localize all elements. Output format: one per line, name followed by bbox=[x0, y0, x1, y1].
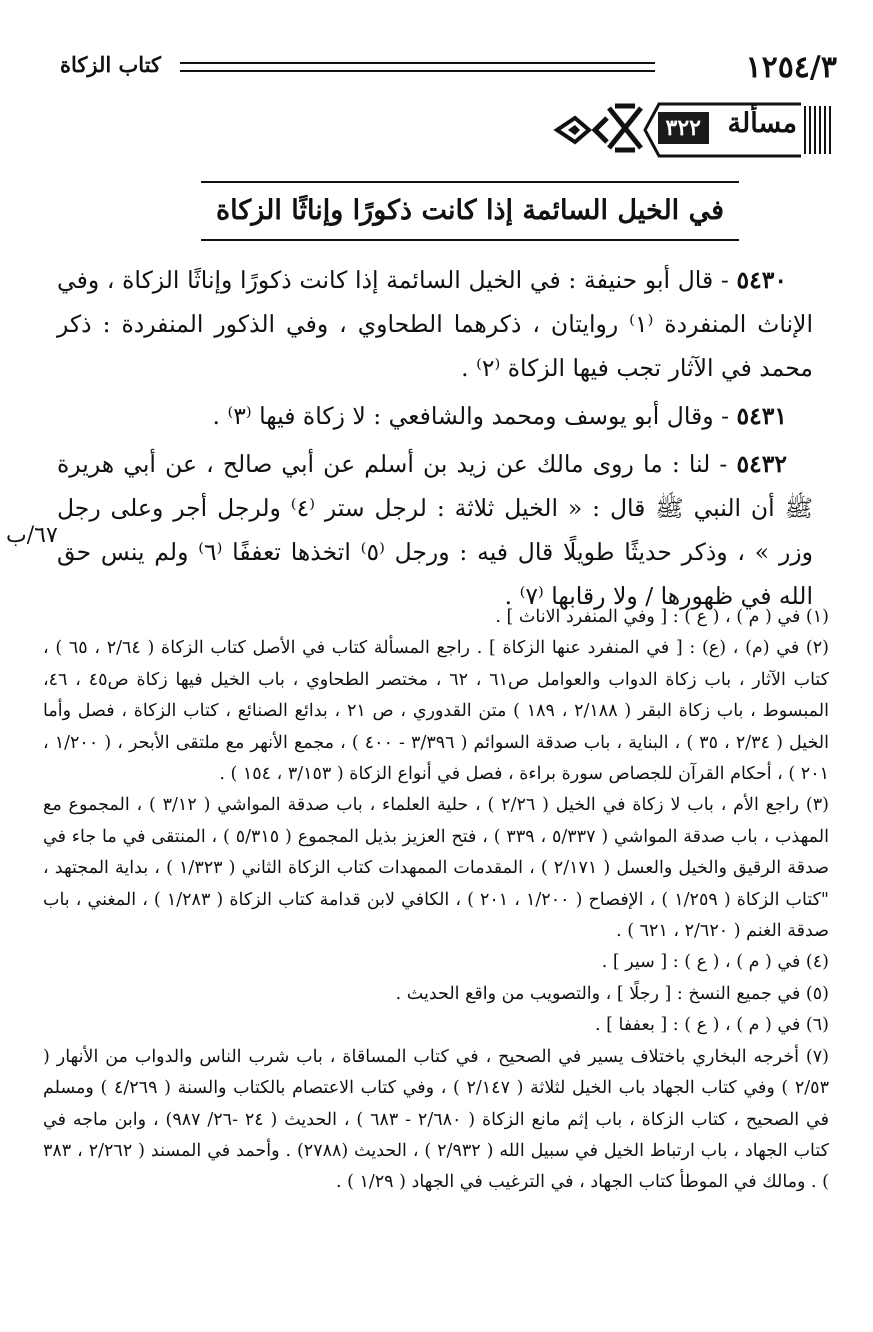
footnote: (٥) في جميع النسخ : [ رجلًا ] ، والتصويب من واقع الحديث . bbox=[395, 983, 829, 1004]
paragraph-number: ٥٤٣٠ bbox=[736, 266, 787, 294]
paragraph bbox=[57, 258, 813, 390]
paragraph bbox=[57, 394, 813, 438]
footnotes bbox=[43, 602, 829, 1199]
masala-label: مسألة bbox=[727, 108, 797, 139]
footnote: (١) في ( م ) ، ( ع ) : [ وفي المنفرد الاناث ] . bbox=[495, 607, 829, 627]
paragraph-text: - وقال أبو يوسف ومحمد والشافعي : لا زكاة فيها ⁽٣⁾ . bbox=[212, 402, 737, 430]
masala-banner bbox=[549, 98, 839, 162]
page-number: ١٢٥٤/٣ bbox=[745, 50, 837, 85]
footnote: (٢) في (م) ، (ع) : [ في المنفرد عنها الزكاة ] . راجع المسألة كتاب في الأصل كتاب الزكاة ( ٢/٦٤ ، ٦٥ ) ، كتاب الآثار ، باب زكاة الدواب والعوامل ص٦١ ، ٦٢ ، مختصر الطحاوي ، باب الخيل فيها زكاة ص٤٥ ، ٤٦، المبسوط ، باب زكاة البقر ( ٢/١٨٨ ، ١٨٩ ) متن القدوري ، ص ٢١ ، بدائع الصنائع ، كتاب الزكاة ، فصل وأما الخيل ( ٢/٣٤ ، ٣٥ ) ، البناية ، باب صدقة السوائم ( ٣/٣٩٦ - ٤٠٠ ) ، مجمع الأنهر مع ملتقى الأبحر ، ( ١/٢٠٠ ، ٢٠١ ) ، أحكام القرآن للجصاص سورة براءة ، فصل في أنواع الزكاة ( ٣/١٥٣ ، ١٥٤ ) . bbox=[43, 638, 830, 785]
paragraph-number: ٥٤٣٢ bbox=[736, 450, 787, 478]
chapter-title-box bbox=[201, 181, 739, 241]
footnote: (٦) في ( م ) ، ( ع ) : [ بعففا ] . bbox=[594, 1015, 829, 1036]
running-header bbox=[60, 44, 837, 84]
header-double-rule bbox=[180, 62, 655, 72]
footnote: (٤) في ( م ) ، ( ع ) : [ سير ] . bbox=[601, 952, 829, 973]
chapter-title: في الخيل السائمة إذا كانت ذكورًا وإناثًا الزكاة bbox=[216, 195, 724, 226]
paragraph-text: - قال أبو حنيفة : في الخيل السائمة إذا كانت ذكورًا وإناثًا الزكاة ، وفي الإناث المنفردة ⁽١⁾ روايتان ، ذكرهما الطحاوي ، وفي الذكور المنفردة : ذكر محمد في الآثار تجب فيها الزكاة ⁽٢⁾ . bbox=[57, 266, 813, 382]
paragraph-number: ٥٤٣١ bbox=[736, 402, 787, 430]
paragraph bbox=[57, 442, 813, 618]
masala-number-badge: ٣٢٢ bbox=[658, 112, 709, 144]
footnote: (٧) أخرجه البخاري باختلاف يسير في الصحيح ، في كتاب المساقاة ، باب شرب الناس والدواب من الأنهار ( ٢/٥٣ ) وفي كتاب الجهاد باب الخيل لثلاثة ( ٢/١٤٧ ) ، وفي كتاب الاعتصام بالكتاب والسنة ( ٤/٢٦٩ ) ومسلم في الصحيح ، كتاب الزكاة ، باب إثم مانع الزكاة ( ٢/٦٨٠ - ٦٨٣ ) ، الحديث ( ٢٤ -٢٦/ ٩٨٧) ، وابن ماجه في كتاب الجهاد ، باب ارتباط الخيل في سبيل الله ( ٢/٩٣٢ ) ، الحديث (٢٧٨٨) . وأحمد في المسند ( ٢/٢٦٢ ، ٣٨٣ ) . ومالك في الموطأ كتاب الجهاد ، في الترغيب في الجهاد ( ١/٢٩ ) . bbox=[43, 1046, 829, 1193]
footnote: (٣) راجع الأم ، باب لا زكاة في الخيل ( ٢/٢٦ ) ، حلية العلماء ، باب صدقة المواشي ( ٣/١٢ ) ، المجموع مع المهذب ، باب صدقة المواشي ( ٥/٣٣٧ ، ٣٣٩ ) ، فتح العزيز بذيل المجموع ( ٥/٣١٥ ) ، المنتقى في ما جاء في صدقة الرقيق والخيل والعسل ( ٢/١٧١ ) ، المقدمات الممهدات كتاب الزكاة الثاني ( ١/٣٢٣ ) ، بداية المجتهد ، "كتاب الزكاة ( ١/٢٥٩ ) ، الإفصاح ( ١/٢٠٠ ، ٢٠١ ) ، الكافي لابن قدامة كتاب الزكاة ( ١/٢٨٣ ) ، المغني ، باب صدقة الغنم ( ٢/٦٢٠ ، ٦٢١ ) . bbox=[43, 795, 830, 942]
book-title: كتاب الزكاة bbox=[60, 52, 162, 77]
manuscript-folio-note: ٦٧/ب bbox=[6, 523, 58, 548]
paragraph-text: - لنا : ما روى مالك عن زيد بن أسلم عن أبي صالح ، عن أبي هريرة ﷺ أن النبي ﷺ قال : « الخيل ثلاثة : لرجل ستر ⁽٤⁾ ولرجل أجر وعلى رجل وزر » ، وذكر حديثًا طويلًا قال فيه : ورجل ⁽٥⁾ اتخذها تعففًا ⁽٦⁾ ولم ينس حق الله في ظهورها / ولا رقابها ⁽٧⁾ . bbox=[57, 450, 813, 610]
main-text bbox=[57, 258, 813, 622]
